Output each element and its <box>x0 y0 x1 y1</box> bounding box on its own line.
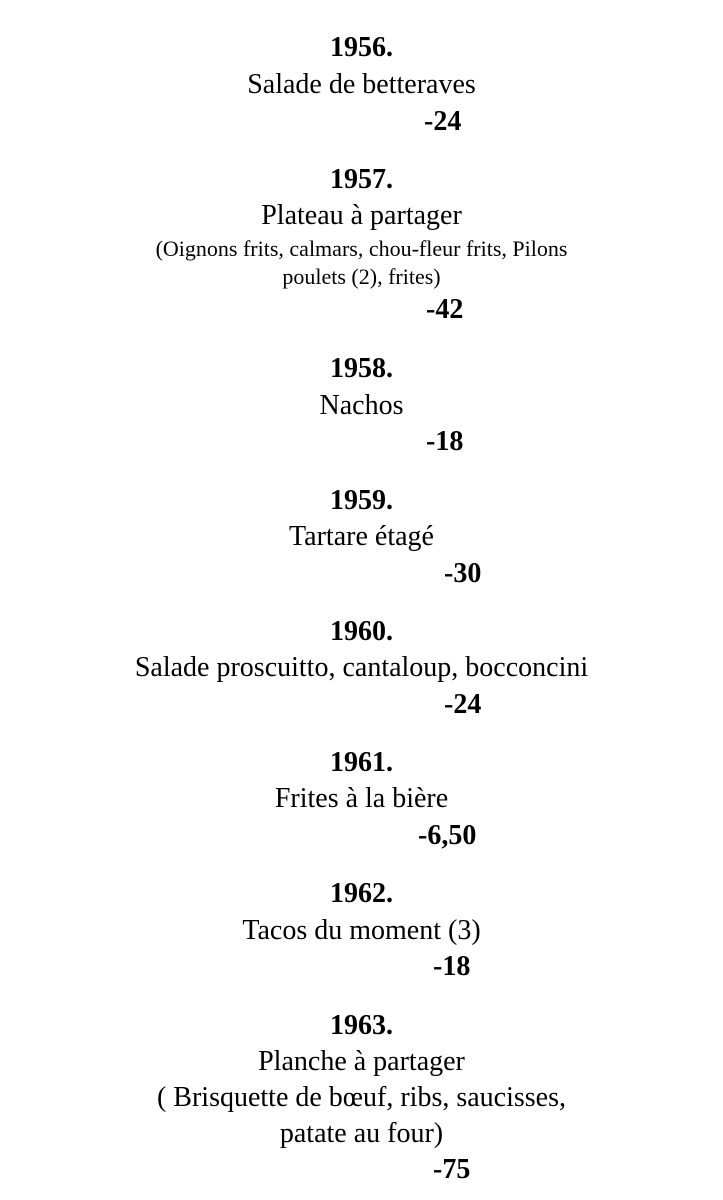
item-name: Nachos <box>319 390 404 421</box>
item-description: patate au four) <box>279 1118 444 1149</box>
item-name: Frites à la bière <box>274 783 449 814</box>
item-price: -24 <box>444 689 482 720</box>
item-description: ( Brisquette de bœuf, ribs, saucisses, <box>156 1082 567 1113</box>
item-price: -42 <box>426 294 464 325</box>
item-name: Tartare étagé <box>289 521 434 552</box>
item-price: -6,50 <box>418 820 477 851</box>
item-number: 1960. <box>330 616 393 647</box>
item-number: 1963. <box>330 1010 393 1041</box>
item-description: poulets (2), frites) <box>282 264 441 289</box>
item-price: -18 <box>433 951 471 982</box>
item-name: Salade proscuitto, cantaloup, bocconcini <box>134 652 589 683</box>
item-name: Tacos du moment (3) <box>242 915 481 946</box>
item-name: Plateau à partager <box>261 200 462 231</box>
item-number: 1962. <box>330 878 393 909</box>
item-price: -30 <box>444 558 482 589</box>
item-name: Salade de betteraves <box>247 69 476 100</box>
item-price: -18 <box>426 426 464 457</box>
item-number: 1958. <box>330 353 393 384</box>
item-number: 1961. <box>330 747 393 778</box>
item-price: -24 <box>424 106 462 137</box>
item-name: Planche à partager <box>258 1046 465 1077</box>
item-number: 1957. <box>330 164 393 195</box>
item-price: -75 <box>433 1154 471 1185</box>
item-description: (Oignons frits, calmars, chou-fleur frits, Pilons <box>155 236 568 261</box>
item-number: 1959. <box>330 485 393 516</box>
item-number: 1956. <box>330 32 393 63</box>
